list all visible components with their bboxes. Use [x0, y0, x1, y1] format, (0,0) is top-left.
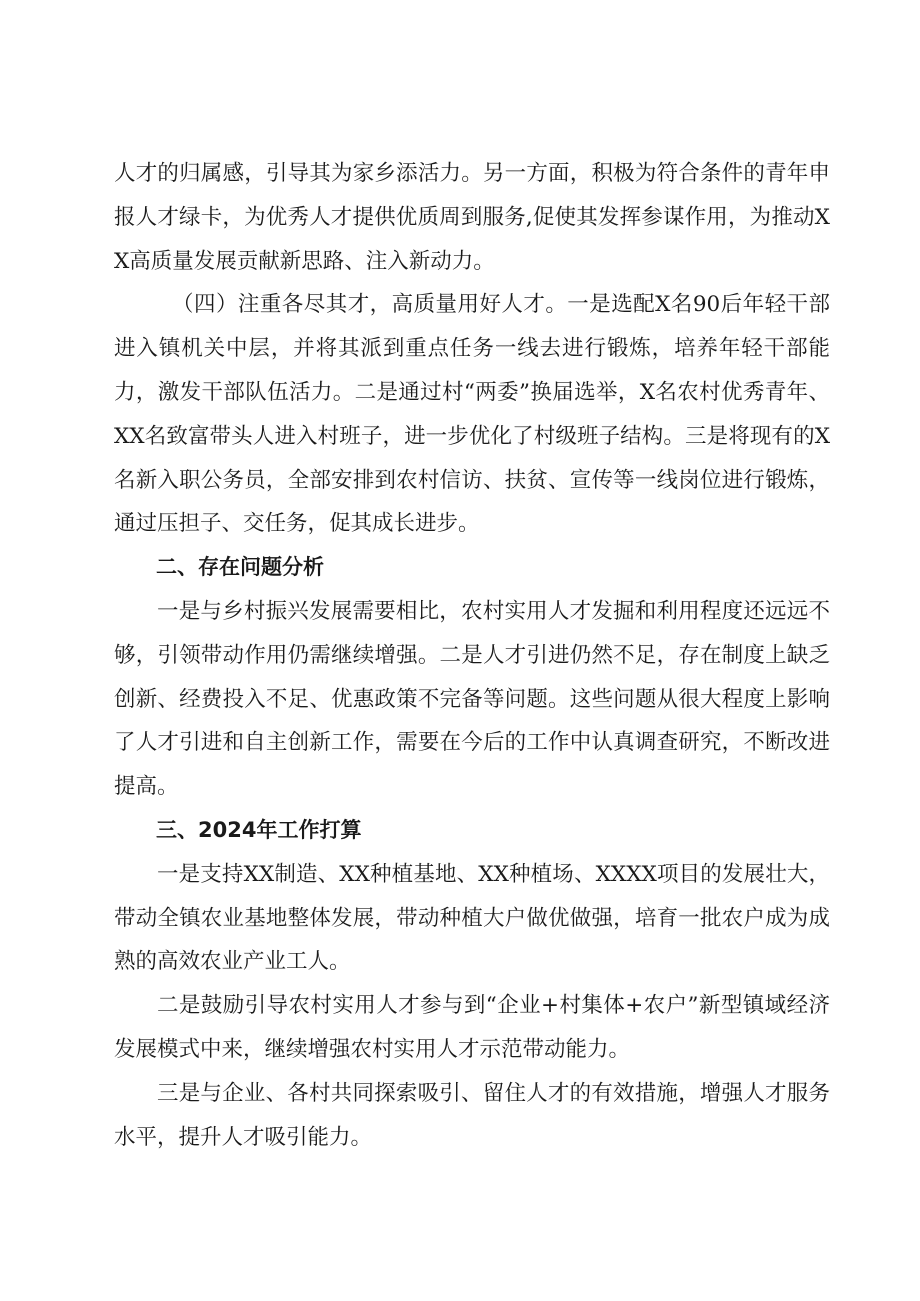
paragraph-talent-use: （四）注重各尽其才，高质量用好人才。一是选配X名90后年轻干部进入镇机关中层，并将其派到重点任务一线去进行锻炼，培养年轻干部能力，激发干部队伍活力。二是通过村“两委”换届选举，X名农村优秀青年、XX名致富带头人进入村班子，进一步优化了村级班子结构。三是将现有的X名新入职公务员，全部安排到农村信访、扶贫、宣传等一线岗位进行锻炼，通过压担子、交任务，促其成长进步。: [114, 292, 830, 537]
paragraph-plan-1: 一是支持XX制造、XX种植基地、XX种植场、XXXX项目的发展壮大，带动全镇农业基地整体发展，带动种植大户做优做强，培育一批农户成为成熟的高效农业产业工人。: [114, 861, 830, 975]
paragraph-plan-3: 三是与企业、各村共同探索吸引、留住人才的有效措施，增强人才服务水平，提升人才吸引能力。: [114, 1080, 830, 1150]
paragraph-continued: 人才的归属感，引导其为家乡添活力。另一方面，积极为符合条件的青年申报人才绿卡，为优秀人才提供优质周到服务,促使其发挥参谋作用，为推动XX高质量发展贡献新思路、注入新动力。: [114, 161, 830, 274]
paragraph-problems: 一是与乡村振兴发展需要相比，农村实用人才发掘和利用程度还远远不够，引领带动作用仍需继续增强。二是人才引进仍然不足，存在制度上缺乏创新、经费投入不足、优惠政策不完备等问题。这些问题从很大程度上影响了人才引进和自主创新工作，需要在今后的工作中认真调查研究，不断改进提高。: [114, 598, 830, 800]
section-heading-problems: 二、存在问题分析: [156, 555, 324, 580]
section-heading-plan: 三、2024年工作打算: [156, 817, 362, 842]
paragraph-plan-2: 二是鼓励引导农村实用人才参与到“企业+村集体+农户”新型镇域经济发展模式中来，继续增强农村实用人才示范带动能力。: [114, 993, 830, 1062]
